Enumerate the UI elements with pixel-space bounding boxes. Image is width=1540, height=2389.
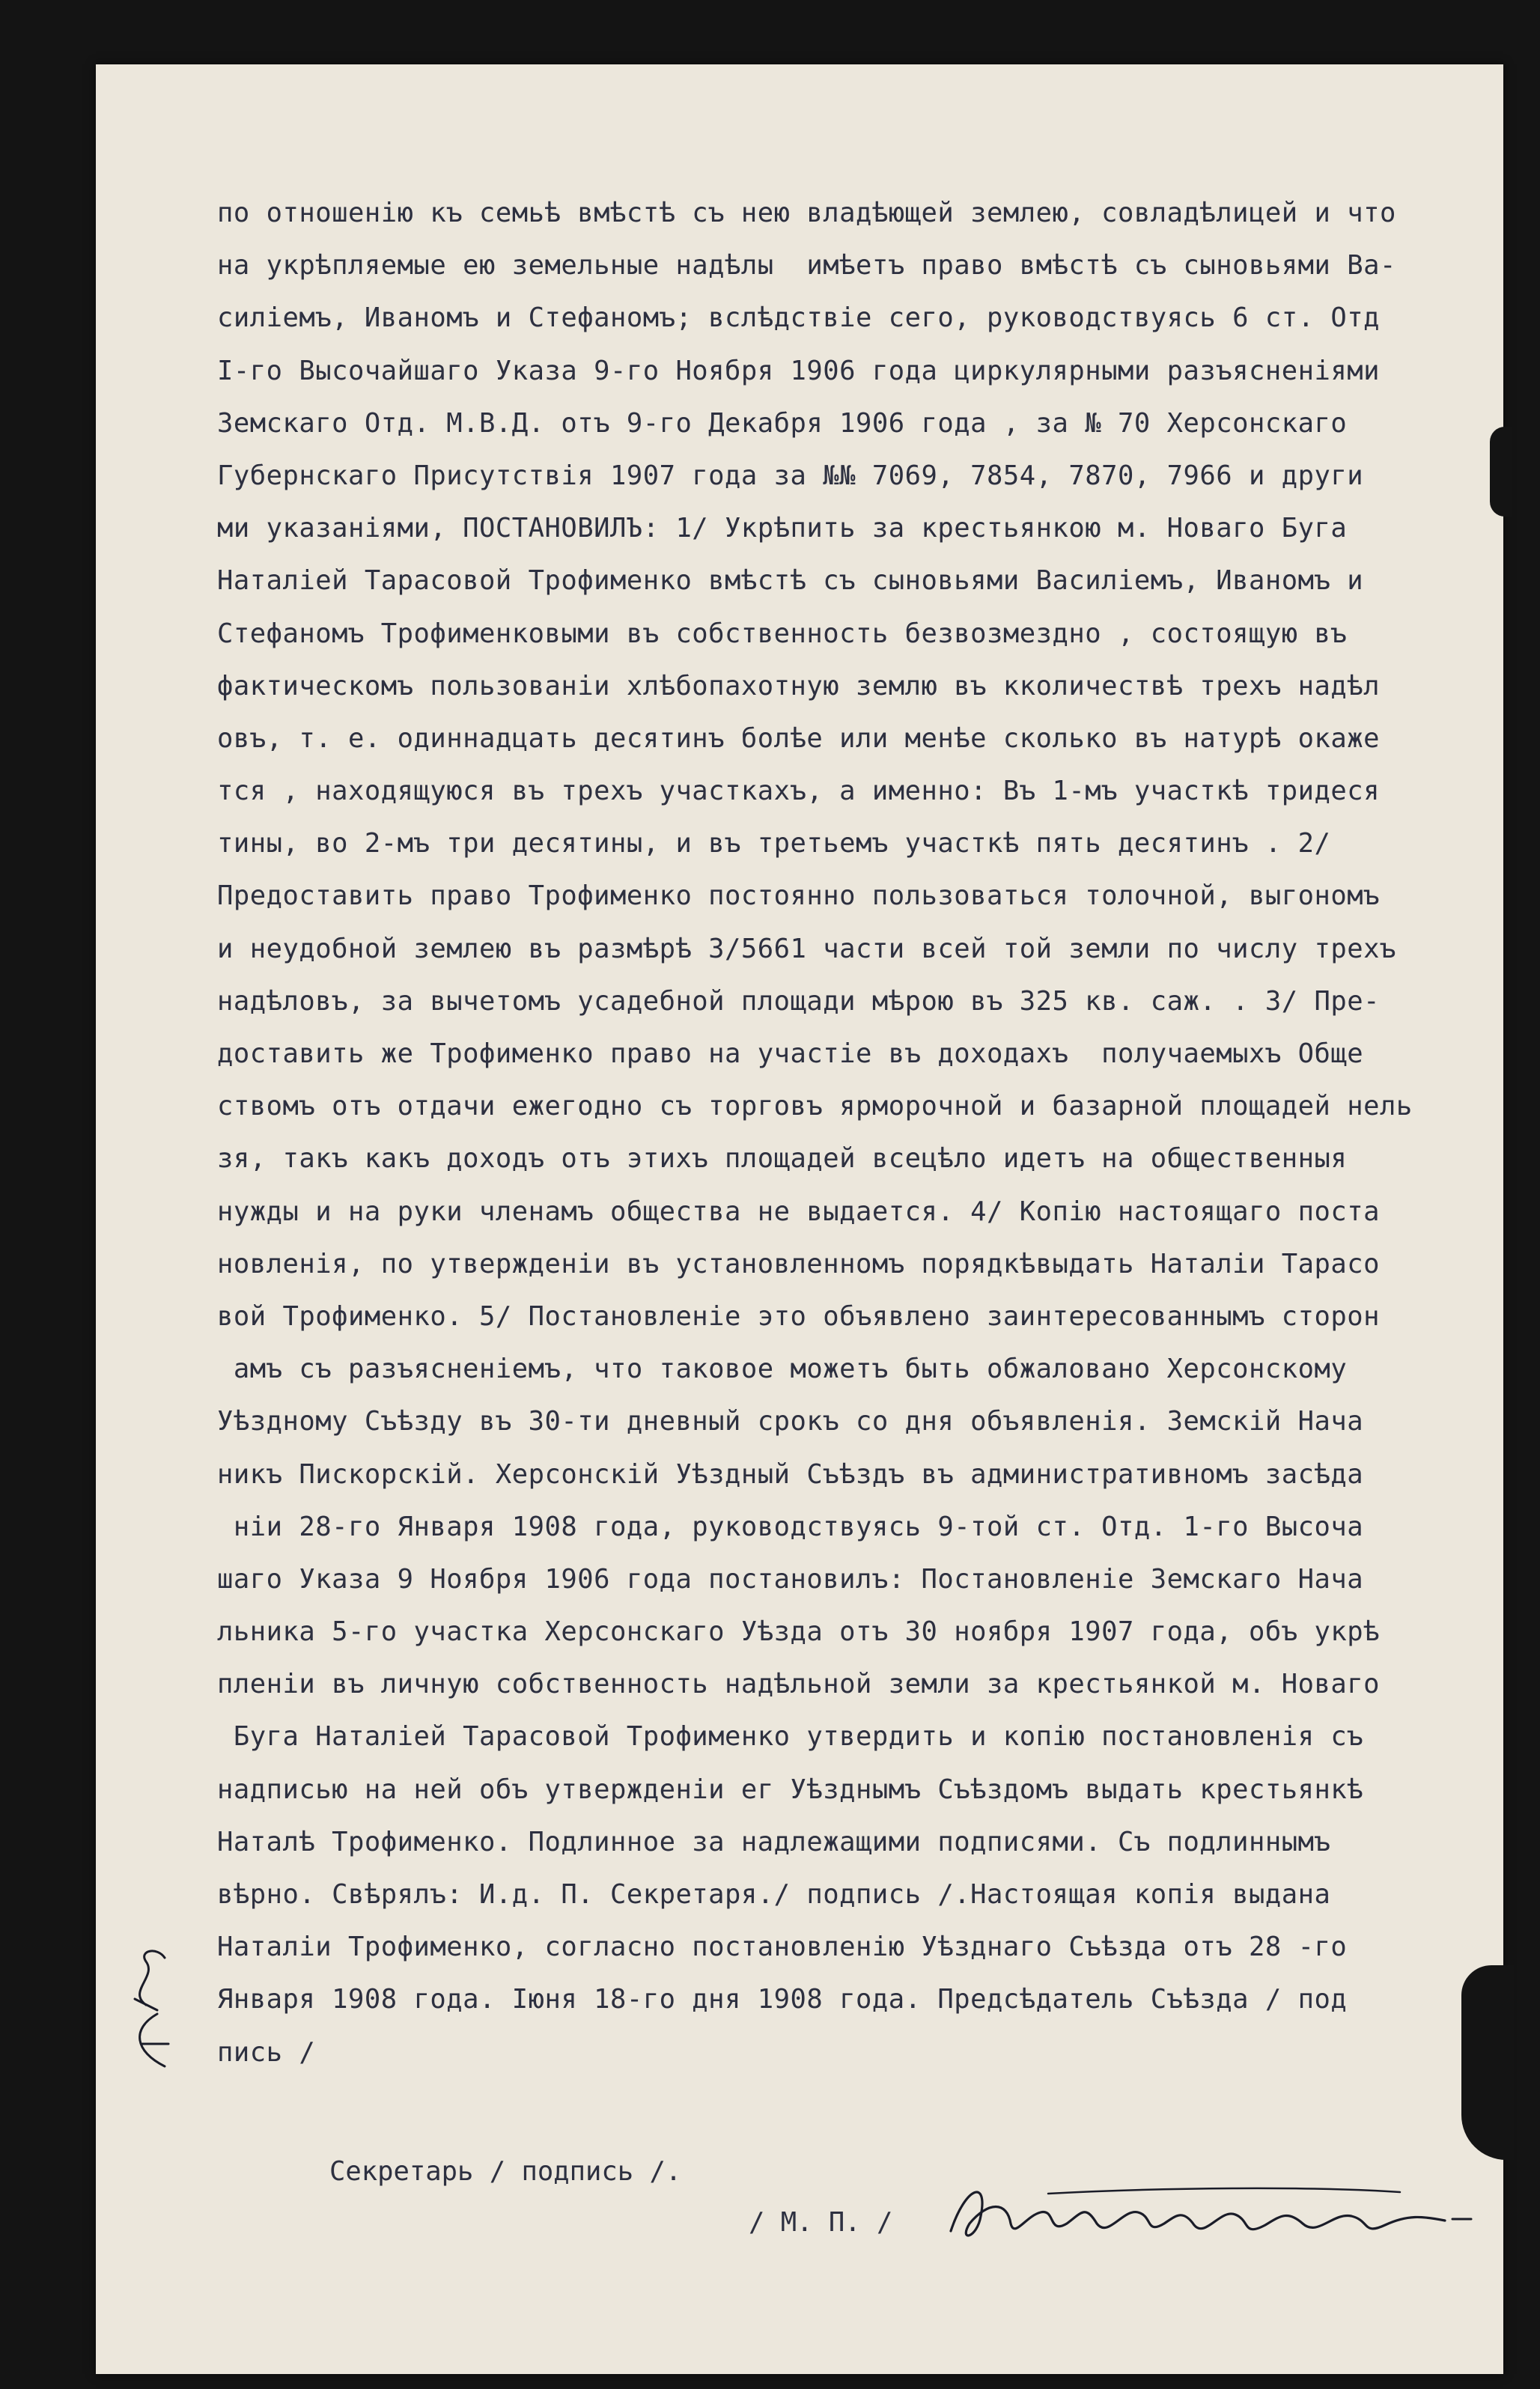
text-line: Земскаго Отд. М.В.Д. отъ 9-го Декабря 1906 года , за № 70 Херсонскаго <box>217 407 1348 439</box>
text-line: тся , находящуюся въ трехъ участкахъ, а именно: Въ 1-мъ участкѣ тридеся <box>217 776 1380 807</box>
text-line: Наталѣ Трофименко. Подлинное за надлежащими подписями. Съ подлиннымъ <box>217 1826 1331 1857</box>
text-line: шаго Указа 9 Ноября 1906 года постановилъ: Постановленіе Земскаго Нача <box>217 1563 1364 1595</box>
text-line: нужды и на руки членамъ общества не выдается. 4/ Копію настоящаго поста <box>217 1196 1380 1227</box>
text-line: доставить же Трофименко право на участіе въ доходахъ получаемыхъ Обще <box>217 1038 1364 1069</box>
text-line: ніи 28-го Января 1908 года, руководствуясь 9-той ст. Отд. 1-го Высоча <box>217 1511 1364 1542</box>
text-line: тины, во 2-мъ три десятины, и въ третьемъ участкѣ пять десятинъ . 2/ <box>217 828 1331 859</box>
text-line: новленія, по утвержденіи въ установленномъ порядкѣвыдать Наталіи Тарасо <box>217 1248 1380 1279</box>
text-line: зя, такъ какъ доходъ отъ этихъ площадей всецѣло идетъ на общественныя <box>217 1143 1348 1175</box>
text-line: ми указаніями, ПОСТАНОВИЛЪ: 1/ Укрѣпить за крестьянкою м. Новаго Буга <box>217 513 1348 544</box>
margin-handwritten-note <box>112 1939 180 2074</box>
secretary-signature-line: Секретарь / подпись /. <box>329 2156 682 2187</box>
text-line: пись / <box>217 2036 316 2068</box>
text-line: Января 1908 года. Іюня 18-го дня 1908 года. Предсѣдатель Съѣзда / под <box>217 1984 1348 2015</box>
text-line: фактическомъ пользованіи хлѣбопахотную землю въ кколичествѣ трехъ надѣл <box>217 670 1380 702</box>
text-line: ствомъ отъ отдачи ежегодно съ торговъ ярморочной и базарной площадей нель <box>217 1091 1413 1122</box>
handwritten-signature <box>936 2171 1475 2253</box>
text-line: Наталіи Трофименко, согласно постановленію Уѣзднаго Съѣзда отъ 28 -го <box>217 1932 1348 1963</box>
text-line: овъ, т. е. одиннадцать десятинъ болѣе или менѣе сколько въ натурѣ окаже <box>217 722 1380 754</box>
text-line: Губернскаго Присутствія 1907 года за №№ 7069, 7854, 7870, 7966 и други <box>217 460 1364 491</box>
text-line: по отношенію къ семьѣ вмѣстѣ съ нею владѣющей землею, совладѣлицей и что <box>217 198 1396 228</box>
text-line: надписью на ней объ утвержденіи ег Уѣзднымъ Съѣздомъ выдать крестьянкѣ <box>217 1774 1364 1805</box>
text-line: и неудобной землею въ размѣрѣ 3/5661 части всей той земли по числу трехъ <box>217 933 1396 964</box>
text-line: вой Трофименко. 5/ Постановленіе это объявлено заинтересованнымъ сторон <box>217 1300 1380 1332</box>
text-line: Предоставить право Трофименко постоянно пользоваться толочной, выгономъ <box>217 880 1380 912</box>
text-line: І-го Высочайшаго Указа 9-го Ноября 1906 года циркулярными разъясненіями <box>217 355 1380 386</box>
text-line: на укрѣпляемые ею земельные надѣлы имѣетъ право вмѣстѣ съ сыновьями Ва- <box>217 250 1396 281</box>
text-line: вѣрно. Свѣрялъ: И.д. П. Секретаря./ подпись /.Настоящая копія выдана <box>217 1879 1331 1910</box>
text-line: Наталіей Тарасовой Трофименко вмѣстѣ съ сыновьями Василіемъ, Иваномъ и <box>217 565 1364 597</box>
text-line: надѣловъ, за вычетомъ усадебной площади мѣрою въ 325 кв. саж. . 3/ Пре- <box>217 985 1380 1017</box>
text-line: пленіи въ личную собственность надѣльной земли за крестьянкой м. Новаго <box>217 1669 1380 1700</box>
text-line: Буга Наталіей Тарасовой Трофименко утвердить и копію постановленія съ <box>217 1721 1364 1753</box>
text-line: Уѣздному Съѣзду въ 30-ти дневный срокъ со дня объявленія. Земскій Нача <box>217 1406 1364 1437</box>
seal-place-line: / М. П. / <box>749 2207 893 2238</box>
text-line: льника 5-го участка Херсонскаго Уѣзда отъ 30 ноября 1907 года, объ укрѣ <box>217 1616 1380 1648</box>
text-line: силіемъ, Иваномъ и Стефаномъ; вслѣдствіе сего, руководствуясь 6 ст. Отд <box>217 302 1380 334</box>
text-line: амъ съ разъясненіемъ, что таковое можетъ быть обжаловано Херсонскому <box>217 1354 1348 1385</box>
text-line: Стефаномъ Трофименковыми въ собственность безвозмездно , состоящую въ <box>217 618 1348 649</box>
typed-document-body <box>217 187 1505 2079</box>
text-line: никъ Пискорскій. Херсонскій Уѣздный Съѣздъ въ административномъ засѣда <box>217 1458 1364 1490</box>
